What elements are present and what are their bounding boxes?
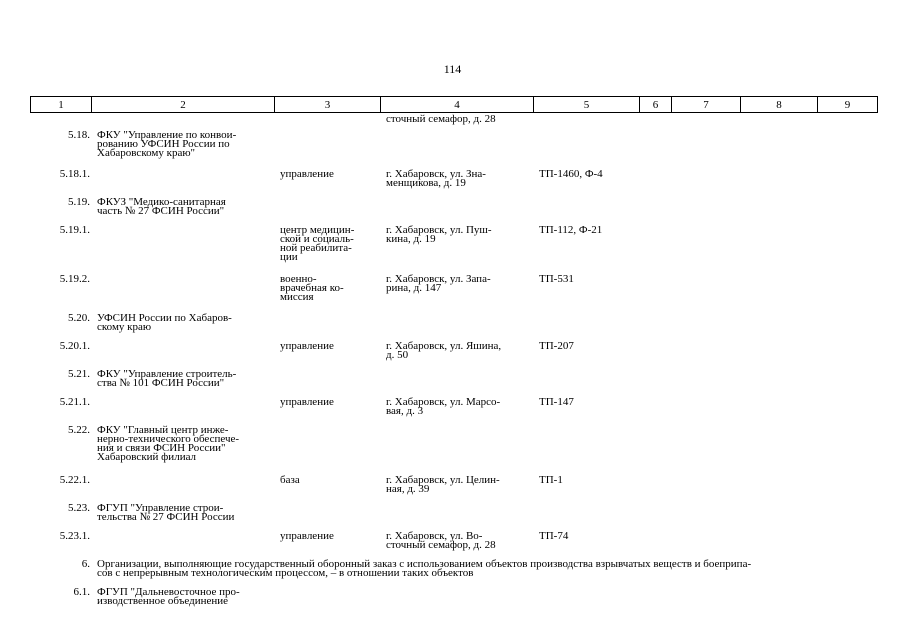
cell-number: 5.20. bbox=[68, 312, 90, 324]
page-number: 114 bbox=[443, 62, 462, 76]
cell-address: г. Хабаровск, ул. Пуш- кина, д. 19 bbox=[386, 224, 492, 245]
cell-number: 5.23. bbox=[68, 502, 90, 514]
cell-unit: управление bbox=[280, 168, 334, 180]
cell-address: г. Хабаровск, ул. Во- сточный семафор, д. 28 bbox=[386, 530, 496, 551]
cell-unit: управление bbox=[280, 340, 334, 352]
column-header-cell: 2 bbox=[92, 97, 275, 113]
cell-substation: ТП-1460, Ф-4 bbox=[539, 168, 603, 180]
cell-number: 5.18. bbox=[68, 129, 90, 141]
cell-address: г. Хабаровск, ул. Марсо- вая, д. 3 bbox=[386, 396, 501, 417]
cell-number: 5.22. bbox=[68, 424, 90, 436]
cell-substation: ТП-1 bbox=[539, 474, 563, 486]
cell-number: 6. bbox=[81, 558, 90, 570]
cell-organization: ФГУП "Управление строи- тельства № 27 ФСИН России bbox=[97, 502, 235, 523]
cell-substation: ТП-531 bbox=[539, 273, 574, 285]
column-header-cell: 1 bbox=[31, 97, 92, 113]
cell-number: 5.19. bbox=[68, 196, 90, 208]
cell-address: г. Хабаровск, ул. Запа- рина, д. 147 bbox=[386, 273, 491, 294]
cell-organization: ФКУЗ "Медико-санитарная часть № 27 ФСИН России" bbox=[97, 196, 226, 217]
cell-number: 5.19.2. bbox=[59, 273, 90, 285]
cell-number: 5.20.1. bbox=[59, 340, 90, 352]
cell-organization: ФКУ "Управление по конвои- рованию УФСИН России по Хабаровскому краю" bbox=[97, 129, 237, 159]
column-header-row bbox=[31, 97, 878, 113]
cell-organization: УФСИН России по Хабаров- скому краю bbox=[97, 312, 232, 333]
column-header-cell: 8 bbox=[741, 97, 818, 113]
cell-address: г. Хабаровск, ул. Яшина, д. 50 bbox=[386, 340, 502, 361]
cell-substation: ТП-74 bbox=[539, 530, 569, 542]
cell-substation: ТП-112, Ф-21 bbox=[539, 224, 603, 236]
column-header-table bbox=[30, 96, 878, 113]
cell-unit: центр медицин- ской и социаль- ной реабилита- ции bbox=[280, 224, 355, 263]
cell-address: сточный семафор, д. 28 bbox=[386, 113, 496, 125]
cell-unit: управление bbox=[280, 396, 334, 408]
cell-address: г. Хабаровск, ул. Зна- менщикова, д. 19 bbox=[386, 168, 486, 189]
column-header-cell: 9 bbox=[818, 97, 878, 113]
cell-number: 5.21. bbox=[68, 368, 90, 380]
cell-number: 5.19.1. bbox=[59, 224, 90, 236]
column-header-cell: 4 bbox=[381, 97, 534, 113]
cell-number: 6.1. bbox=[73, 586, 90, 598]
cell-number: 5.21.1. bbox=[59, 396, 90, 408]
cell-number: 5.23.1. bbox=[59, 530, 90, 542]
cell-substation: ТП-147 bbox=[539, 396, 574, 408]
cell-unit: управление bbox=[280, 530, 334, 542]
column-header-cell: 5 bbox=[534, 97, 640, 113]
column-header-cell: 6 bbox=[640, 97, 672, 113]
cell-number: 5.18.1. bbox=[59, 168, 90, 180]
cell-organization: ФГУП "Дальневосточное про- изводственное объединение bbox=[97, 586, 240, 607]
cell-address: г. Хабаровск, ул. Целин- ная, д. 39 bbox=[386, 474, 500, 495]
cell-unit: военно- врачебная ко- миссия bbox=[280, 273, 344, 303]
cell-organization: ФКУ "Главный центр инже- нерно-технического обеспече- ния и связи ФСИН России" Хабаровский филиал bbox=[97, 424, 240, 463]
column-header-cell: 7 bbox=[672, 97, 741, 113]
cell-number: 5.22.1. bbox=[59, 474, 90, 486]
column-header-cell: 3 bbox=[275, 97, 381, 113]
cell-organization: ФКУ "Управление строитель- ства № 101 ФСИН России" bbox=[97, 368, 237, 389]
cell-substation: ТП-207 bbox=[539, 340, 574, 352]
cell-organization-group: Организации, выполняющие государственный оборонный заказ с использованием объектов производства взрывчатых веществ и боеприпа- сов с непрерывным технологическим процессом, – в отношении таких объектов bbox=[97, 558, 752, 579]
cell-unit: база bbox=[280, 474, 300, 486]
